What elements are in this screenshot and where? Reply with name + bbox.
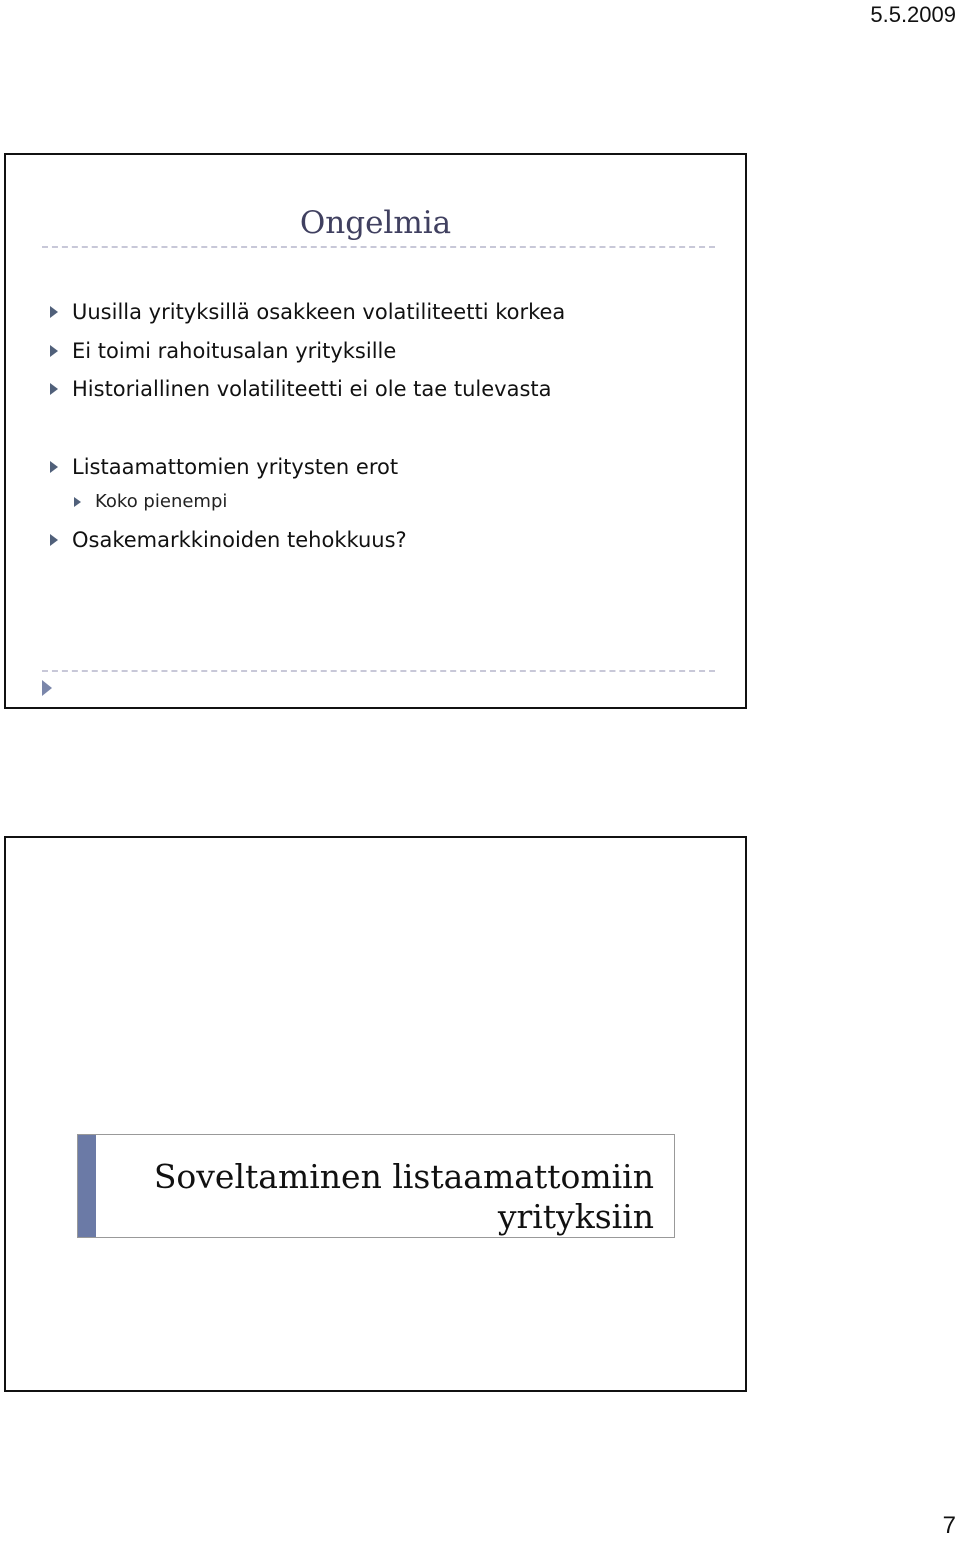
slide-title: Ongelmia — [299, 205, 452, 241]
section-title-line-1: Soveltaminen listaamattomiin — [153, 1157, 654, 1196]
title-divider — [42, 246, 715, 248]
bullet-item — [50, 377, 552, 401]
page-number: 7 — [942, 1512, 956, 1539]
section-title-line-2: yrityksiin — [497, 1197, 654, 1236]
bullet-item — [50, 528, 407, 552]
footer-divider — [42, 670, 715, 672]
bullet-arrow-icon — [50, 461, 58, 473]
bullet-item — [50, 455, 398, 479]
bullet-arrow-icon — [50, 383, 58, 395]
section-title-box — [77, 1134, 675, 1238]
bullet-text: Listaamattomien yritysten erot — [72, 455, 399, 479]
bullet-item — [50, 300, 565, 324]
bullet-item — [50, 339, 396, 363]
bullet-text: Koko pienempi — [95, 491, 228, 512]
footer-arrow-icon — [42, 680, 52, 696]
bullet-arrow-icon — [50, 306, 58, 318]
bullet-text: Osakemarkkinoiden tehokkuus? — [72, 528, 407, 552]
bullet-arrow-icon — [74, 497, 81, 507]
bullet-arrow-icon — [50, 534, 58, 546]
slide-ongelmia — [4, 153, 747, 709]
slide-section-header — [4, 836, 747, 1392]
bullet-text: Ei toimi rahoitusalan yrityksille — [72, 339, 397, 363]
document-date: 5.5.2009 — [870, 2, 956, 27]
bullet-text: Uusilla yrityksillä osakkeen volatiliteetti korkea — [72, 300, 566, 324]
sub-bullet-item — [74, 491, 227, 512]
section-accent-bar — [78, 1135, 96, 1237]
bullet-text: Historiallinen volatiliteetti ei ole tae tulevasta — [72, 377, 552, 401]
bullet-arrow-icon — [50, 345, 58, 357]
section-title — [134, 1157, 654, 1237]
